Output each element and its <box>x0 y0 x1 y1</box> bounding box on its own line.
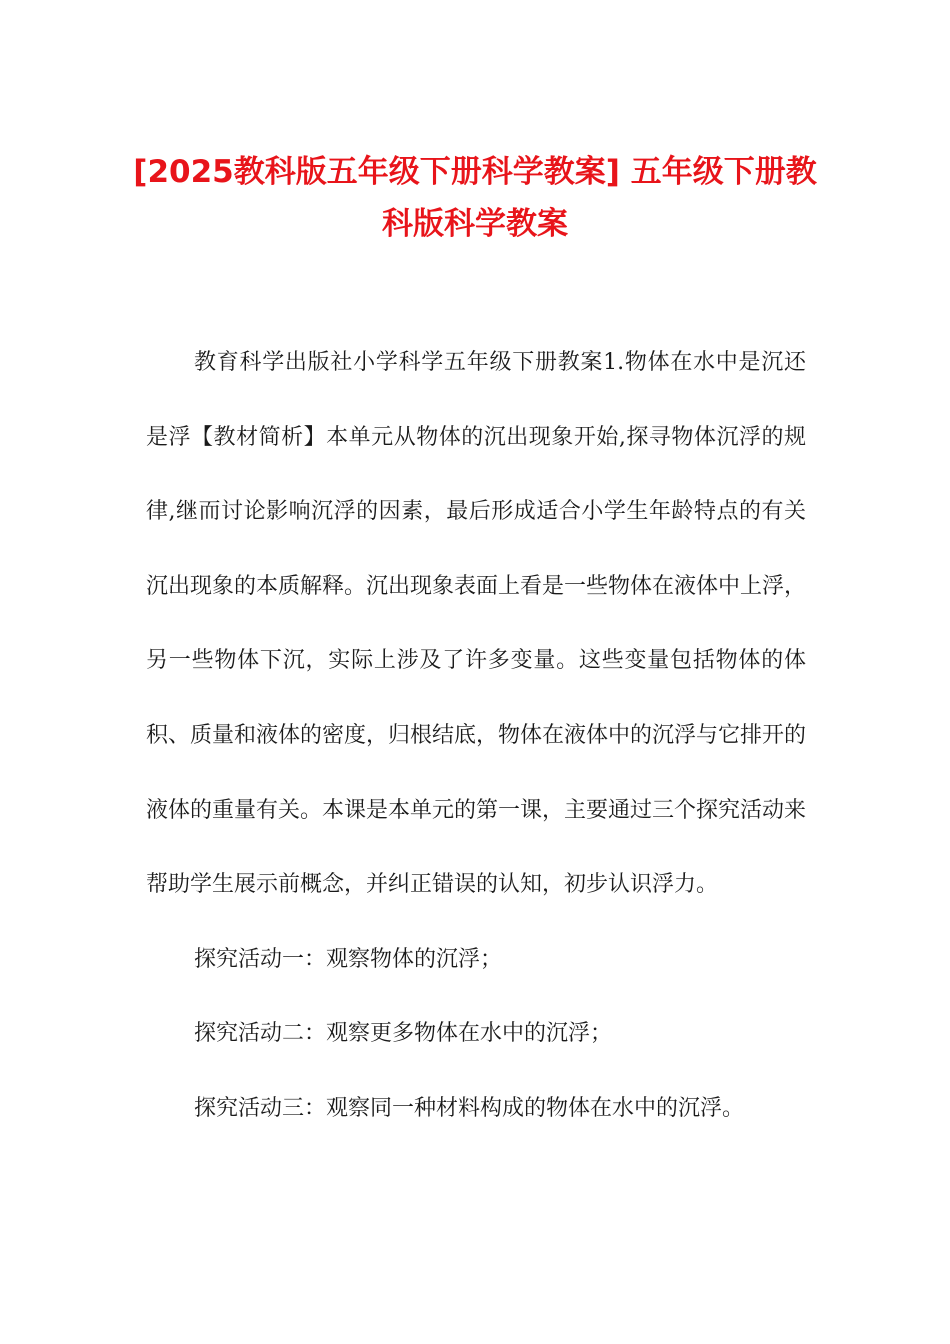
document-body <box>146 326 806 1147</box>
paragraph-activity-3: 探究活动三：观察同一种材料构成的物体在水中的沉浮。 <box>194 1095 745 1121</box>
paragraph-activity-1: 探究活动一：观察物体的沉浮； <box>194 946 503 972</box>
paragraph-activity-2: 探究活动二：观察更多物体在水中的沉浮； <box>194 1021 613 1047</box>
paragraph-intro: 教育科学出版社小学科学五年级下册教案1.物体在水中是沉还是浮【教材简析】本单元从物体的沉出现象开始,探寻物体沉浮的规律,继而讨论影响沉浮的因素，最后形成适合小学生年龄特点的有关沉出现象的本质解释。沉出现象表面上看是一些物体在液体中上浮，另一些物体下沉，实际上涉及了许多变量。这些变量包括物体的体积、质量和液体的密度，归根结底，物体在液体中的沉浮与它排开的液体的重量有关。本课是本单元的第一课，主要通过三个探究活动来帮助学生展示前概念，并纠正错误的认知，初步认识浮力。 <box>146 350 807 898</box>
document-title: [2025教科版五年级下册科学教案] 五年级下册教科版科学教案 <box>133 154 817 242</box>
